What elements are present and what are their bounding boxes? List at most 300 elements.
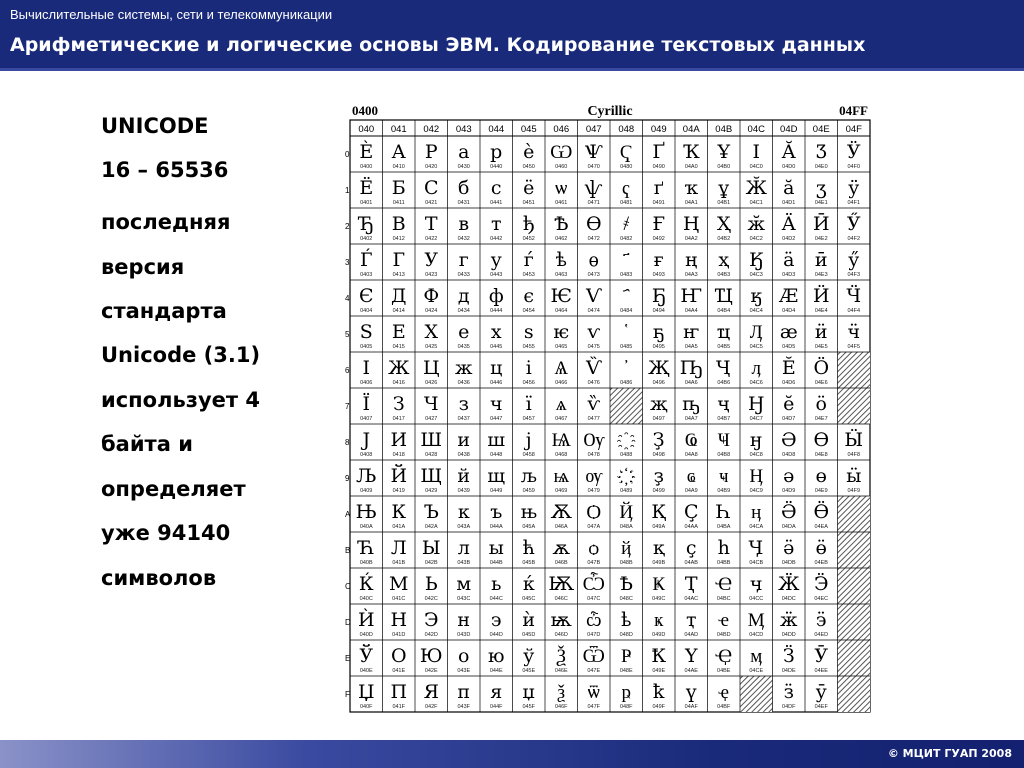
code-point: 0448 bbox=[490, 452, 503, 458]
code-point: 04B0 bbox=[717, 164, 731, 170]
glyph: ђ bbox=[522, 213, 535, 235]
glyph: ҂ bbox=[623, 213, 630, 235]
glyph: Ӛ bbox=[780, 501, 797, 523]
code-point: 0436 bbox=[457, 380, 470, 386]
glyph: ҧ bbox=[682, 393, 701, 415]
glyph: Х bbox=[424, 321, 439, 343]
code-point: 04EB bbox=[814, 560, 828, 566]
glyph: ӛ bbox=[783, 537, 795, 559]
code-point: 0422 bbox=[425, 236, 438, 242]
row-header: 7 bbox=[345, 402, 350, 411]
glyph: в bbox=[458, 213, 470, 235]
code-point: 040F bbox=[359, 704, 373, 710]
code-point: 0442 bbox=[490, 236, 503, 242]
glyph: ӳ bbox=[848, 249, 860, 271]
code-point: 04B9 bbox=[717, 488, 731, 494]
code-point: 0481 bbox=[620, 200, 633, 206]
code-point: 04E9 bbox=[814, 488, 828, 494]
code-point: 048F bbox=[619, 704, 633, 710]
glyph: З bbox=[392, 393, 405, 415]
glyph: ӂ bbox=[747, 213, 765, 235]
glyph: Н bbox=[390, 609, 408, 631]
glyph: ӗ bbox=[783, 393, 795, 415]
glyph: ѱ bbox=[585, 177, 603, 199]
column-header: 04C bbox=[747, 124, 765, 135]
glyph: Ѯ bbox=[556, 645, 567, 667]
glyph: Ҷ bbox=[716, 357, 731, 379]
glyph: Т bbox=[424, 213, 438, 235]
text-line: использует 4 bbox=[101, 388, 260, 412]
glyph: і bbox=[525, 357, 532, 379]
glyph: Ҧ bbox=[679, 357, 703, 379]
code-point: 040D bbox=[359, 632, 373, 638]
code-point: 044E bbox=[489, 668, 503, 674]
code-point: 049E bbox=[652, 668, 666, 674]
code-point: 04C9 bbox=[749, 488, 763, 494]
glyph: Ӧ bbox=[813, 357, 830, 379]
page-title: Арифметические и логические основы ЭВМ. Кодирование текстовых данных bbox=[10, 34, 866, 56]
column-header: 042 bbox=[423, 124, 440, 135]
glyph: Ф bbox=[423, 285, 440, 307]
glyph: Ў bbox=[359, 645, 374, 667]
code-point: 0437 bbox=[457, 416, 470, 422]
code-point: 040C bbox=[359, 596, 373, 602]
code-point: 0443 bbox=[490, 272, 503, 278]
glyph: л bbox=[457, 537, 470, 559]
glyph: Ӳ bbox=[846, 213, 861, 235]
glyph: ҍ bbox=[621, 609, 632, 631]
column-header: 043 bbox=[455, 124, 472, 135]
code-point: 04D5 bbox=[782, 344, 796, 350]
glyph: Љ bbox=[355, 465, 377, 487]
glyph: Ҵ bbox=[714, 285, 733, 307]
code-point: 0417 bbox=[392, 416, 405, 422]
header-divider bbox=[0, 68, 1024, 71]
glyph: ӱ bbox=[848, 177, 860, 199]
glyph: Ҋ bbox=[619, 501, 634, 523]
glyph: м bbox=[456, 573, 472, 595]
code-point: 0408 bbox=[360, 452, 373, 458]
glyph: ї bbox=[525, 393, 532, 415]
code-point: 049D bbox=[652, 632, 666, 638]
text-line: байта и bbox=[101, 432, 193, 456]
column-header: 04A bbox=[682, 124, 700, 135]
code-point: 04A0 bbox=[684, 164, 698, 170]
glyph: Ӫ bbox=[813, 501, 830, 523]
code-point: 0415 bbox=[392, 344, 405, 350]
code-point: 041C bbox=[392, 596, 406, 602]
code-point: 04C7 bbox=[749, 416, 763, 422]
code-point: 04AE bbox=[684, 668, 698, 674]
code-point: 04DB bbox=[781, 560, 796, 566]
glyph: ӫ bbox=[815, 537, 827, 559]
code-point: 0446 bbox=[490, 380, 503, 386]
copyright-text: © МЦИТ ГУАП 2008 bbox=[887, 747, 1012, 760]
glyph: Е bbox=[391, 321, 406, 343]
code-point: 042D bbox=[424, 632, 438, 638]
code-point: 0453 bbox=[522, 272, 535, 278]
code-point: 04CB bbox=[749, 560, 764, 566]
glyph: ң bbox=[685, 249, 698, 271]
code-point: 04A5 bbox=[684, 344, 698, 350]
glyph: є bbox=[523, 285, 535, 307]
code-point: 048D bbox=[619, 632, 633, 638]
code-point: 0479 bbox=[587, 488, 600, 494]
glyph: Ц bbox=[422, 357, 440, 379]
glyph: Ә bbox=[780, 429, 797, 451]
code-point: 04F9 bbox=[847, 488, 861, 494]
column-header: 049 bbox=[650, 124, 667, 135]
code-point: 0471 bbox=[587, 200, 600, 206]
glyph: ӓ bbox=[783, 249, 795, 271]
code-point: 043D bbox=[457, 632, 471, 638]
code-point: 0403 bbox=[360, 272, 373, 278]
code-point: 041D bbox=[392, 632, 406, 638]
code-point: 0491 bbox=[652, 200, 665, 206]
glyph: Ђ bbox=[358, 213, 374, 235]
glyph: я bbox=[490, 681, 503, 703]
column-header: 044 bbox=[488, 124, 505, 135]
text-line: последняя bbox=[101, 210, 231, 234]
glyph: Ѣ bbox=[554, 213, 569, 235]
code-point: 04D3 bbox=[782, 272, 796, 278]
unassigned-cell bbox=[838, 568, 871, 604]
code-point: 04A2 bbox=[684, 236, 698, 242]
row-header: A bbox=[345, 510, 351, 519]
glyph: ѩ bbox=[553, 465, 570, 487]
glyph: Ѹ bbox=[583, 429, 605, 451]
glyph: ў bbox=[523, 645, 535, 667]
header-bar bbox=[0, 0, 1024, 68]
code-point: 043B bbox=[457, 560, 471, 566]
glyph: ү bbox=[685, 681, 697, 703]
code-point: 04CA bbox=[749, 524, 764, 530]
code-point: 04F4 bbox=[847, 308, 861, 314]
code-point: 0478 bbox=[587, 452, 600, 458]
glyph: Ҩ bbox=[684, 429, 698, 451]
glyph: К bbox=[391, 501, 407, 523]
row-header: 9 bbox=[345, 474, 350, 483]
glyph: Ӣ bbox=[812, 213, 830, 235]
code-point: 0472 bbox=[587, 236, 600, 242]
code-point: 0423 bbox=[425, 272, 438, 278]
code-point: 0427 bbox=[425, 416, 438, 422]
code-point: 04AB bbox=[684, 560, 698, 566]
glyph: Г bbox=[392, 249, 406, 271]
code-point: 0485 bbox=[620, 344, 633, 350]
glyph: М bbox=[389, 573, 409, 595]
glyph: й bbox=[457, 465, 471, 487]
code-point: 041A bbox=[392, 524, 406, 530]
glyph: ӣ bbox=[814, 249, 828, 271]
glyph: ӈ bbox=[749, 429, 763, 451]
code-point: 04D4 bbox=[782, 308, 796, 314]
code-point: 045C bbox=[522, 596, 536, 602]
glyph: Ӡ bbox=[815, 141, 827, 163]
glyph: ҩ bbox=[687, 465, 696, 487]
glyph: а bbox=[458, 141, 470, 163]
code-point: 0483 bbox=[620, 272, 633, 278]
glyph: щ bbox=[487, 465, 506, 487]
glyph: т bbox=[490, 213, 502, 235]
code-point: 04AA bbox=[684, 524, 698, 530]
glyph: һ bbox=[717, 537, 730, 559]
code-point: 045E bbox=[522, 668, 536, 674]
code-point: 04E0 bbox=[814, 164, 828, 170]
glyph: ѹ bbox=[585, 465, 603, 487]
code-point: 04D9 bbox=[782, 488, 796, 494]
glyph: э bbox=[490, 609, 502, 631]
column-header: 04D bbox=[780, 124, 798, 135]
glyph: П bbox=[390, 681, 408, 703]
code-point: 047E bbox=[587, 668, 601, 674]
code-point: 0438 bbox=[457, 452, 470, 458]
glyph: ҫ bbox=[685, 537, 697, 559]
code-point: 049F bbox=[652, 704, 666, 710]
unicode-cyrillic-code-chart bbox=[345, 100, 877, 722]
glyph: ќ bbox=[522, 573, 535, 595]
code-point: 0433 bbox=[457, 272, 470, 278]
code-point: 0441 bbox=[490, 200, 503, 206]
glyph: Ѡ bbox=[550, 141, 573, 163]
code-point: 0493 bbox=[652, 272, 665, 278]
code-point: 043E bbox=[457, 668, 471, 674]
code-point: 04BB bbox=[717, 560, 731, 566]
code-point: 044C bbox=[489, 596, 503, 602]
code-point: 04B4 bbox=[717, 308, 731, 314]
glyph: н bbox=[457, 609, 471, 631]
code-point: 0425 bbox=[425, 344, 438, 350]
code-point: 048A bbox=[619, 524, 633, 530]
course-subtitle: Вычислительные системы, сети и телекоммуникации bbox=[10, 7, 333, 22]
code-point: 042B bbox=[424, 560, 438, 566]
code-point: 0486 bbox=[620, 380, 633, 386]
code-point: 04D0 bbox=[782, 164, 796, 170]
code-point: 0432 bbox=[457, 236, 470, 242]
glyph: І bbox=[362, 357, 371, 379]
code-point: 04C8 bbox=[749, 452, 763, 458]
code-point: 04DF bbox=[782, 704, 796, 710]
code-point: 0490 bbox=[652, 164, 665, 170]
text-line: символов bbox=[101, 566, 217, 590]
glyph: Ж bbox=[388, 357, 410, 379]
glyph: Ҡ bbox=[682, 141, 700, 163]
code-point: 047F bbox=[587, 704, 601, 710]
glyph: Ѿ bbox=[582, 645, 605, 667]
glyph: ѡ bbox=[555, 177, 568, 199]
code-point: 0459 bbox=[522, 488, 535, 494]
code-point: 0440 bbox=[490, 164, 503, 170]
unassigned-cell bbox=[740, 676, 773, 712]
glyph: Й bbox=[390, 465, 408, 487]
code-point: 04C4 bbox=[749, 308, 763, 314]
glyph: Ө bbox=[813, 429, 830, 451]
glyph: ғ bbox=[653, 249, 664, 271]
glyph: ӯ bbox=[815, 681, 827, 703]
glyph: ҷ bbox=[717, 393, 731, 415]
code-point: 040B bbox=[359, 560, 373, 566]
code-point: 0449 bbox=[490, 488, 503, 494]
glyph: Ь bbox=[424, 573, 438, 595]
glyph: Њ bbox=[355, 501, 377, 523]
text-line: UNICODE bbox=[101, 114, 209, 138]
glyph: ҋ bbox=[621, 537, 632, 559]
glyph: Ҏ bbox=[620, 645, 632, 667]
code-point: 047D bbox=[587, 632, 601, 638]
glyph: О bbox=[390, 645, 407, 667]
code-point: 0457 bbox=[522, 416, 535, 422]
code-point: 044B bbox=[489, 560, 503, 566]
code-point: 041E bbox=[392, 668, 406, 674]
glyph: ѽ bbox=[586, 609, 602, 631]
glyph: г bbox=[458, 249, 469, 271]
glyph: Ӱ bbox=[846, 141, 861, 163]
glyph: Л bbox=[390, 537, 407, 559]
code-point: 04F1 bbox=[847, 200, 861, 206]
code-point: 04EE bbox=[814, 668, 828, 674]
glyph: қ bbox=[652, 537, 665, 559]
code-point: 0465 bbox=[555, 344, 568, 350]
code-point: 049C bbox=[652, 596, 666, 602]
code-point: 04F8 bbox=[847, 452, 861, 458]
code-point: 04A1 bbox=[684, 200, 698, 206]
glyph: ь bbox=[491, 573, 502, 595]
glyph: ӌ bbox=[749, 573, 763, 595]
glyph: д bbox=[457, 285, 470, 307]
glyph: Ј bbox=[362, 429, 371, 451]
code-point: 045D bbox=[522, 632, 536, 638]
row-header: 0 bbox=[345, 150, 350, 159]
unassigned-cell bbox=[838, 640, 871, 676]
glyph: ә bbox=[783, 465, 795, 487]
glyph: Ҿ bbox=[715, 645, 733, 667]
unassigned-cell bbox=[838, 496, 871, 532]
code-point: 04B5 bbox=[717, 344, 731, 350]
code-point: 040E bbox=[359, 668, 373, 674]
glyph: Ѵ bbox=[585, 285, 602, 307]
glyph: ш bbox=[487, 429, 506, 451]
code-point: 04E2 bbox=[814, 236, 828, 242]
glyph: Ѧ bbox=[554, 357, 569, 379]
glyph: ӹ bbox=[846, 465, 862, 487]
row-header: C bbox=[345, 582, 351, 591]
row-header: F bbox=[345, 690, 350, 699]
glyph: ӎ bbox=[750, 645, 763, 667]
glyph: Ҟ bbox=[651, 645, 667, 667]
glyph: ц bbox=[490, 357, 503, 379]
glyph: Ћ bbox=[357, 537, 375, 559]
glyph: Ѓ bbox=[359, 249, 373, 271]
glyph: ӧ bbox=[815, 393, 827, 415]
code-point: 04E4 bbox=[814, 308, 828, 314]
code-point: 048E bbox=[619, 668, 633, 674]
glyph: љ bbox=[520, 465, 537, 487]
glyph: ѝ bbox=[522, 609, 536, 631]
code-point: 0424 bbox=[425, 308, 438, 314]
glyph: Ӏ bbox=[752, 141, 761, 163]
code-point: 0418 bbox=[392, 452, 405, 458]
code-point: 04DC bbox=[781, 596, 796, 602]
glyph: Ѕ bbox=[359, 321, 373, 343]
code-point: 04C6 bbox=[749, 380, 763, 386]
glyph: ө bbox=[815, 465, 827, 487]
code-point: 04E5 bbox=[814, 344, 828, 350]
code-point: 0489 bbox=[620, 488, 633, 494]
code-point: 043F bbox=[457, 704, 471, 710]
code-point: 04B3 bbox=[717, 272, 731, 278]
glyph: В bbox=[391, 213, 406, 235]
unassigned-cell bbox=[838, 676, 871, 712]
glyph: ћ bbox=[522, 537, 535, 559]
code-point: 04CE bbox=[749, 668, 764, 674]
code-point: 0480 bbox=[620, 164, 633, 170]
code-point: 0410 bbox=[392, 164, 405, 170]
code-point: 04C0 bbox=[749, 164, 763, 170]
code-point: 046E bbox=[554, 668, 568, 674]
glyph: п bbox=[457, 681, 471, 703]
glyph: Ѻ bbox=[586, 501, 601, 523]
glyph: Ѩ bbox=[551, 429, 572, 451]
code-point: 04D7 bbox=[782, 416, 796, 422]
code-point: 045A bbox=[522, 524, 536, 530]
row-header: 6 bbox=[345, 366, 350, 375]
glyph: У bbox=[424, 249, 439, 271]
code-point: 046C bbox=[554, 596, 568, 602]
code-point: 0488 bbox=[620, 452, 633, 458]
glyph: ѵ bbox=[587, 321, 601, 343]
code-point: 0492 bbox=[652, 236, 665, 242]
code-point: 0421 bbox=[425, 200, 438, 206]
glyph: Ҁ bbox=[619, 141, 633, 163]
code-point: 04E6 bbox=[814, 380, 828, 386]
range-end-label: 04FF bbox=[839, 103, 868, 118]
code-point: 04C2 bbox=[749, 236, 763, 242]
code-point: 0482 bbox=[620, 236, 633, 242]
code-point: 04D2 bbox=[782, 236, 796, 242]
code-point: 0409 bbox=[360, 488, 373, 494]
glyph: ҙ bbox=[653, 465, 664, 487]
glyph: Я bbox=[423, 681, 439, 703]
glyph: х bbox=[490, 321, 502, 343]
glyph: к bbox=[457, 501, 470, 523]
code-point: 04A3 bbox=[684, 272, 698, 278]
code-point: 0463 bbox=[555, 272, 568, 278]
glyph: Җ bbox=[648, 357, 670, 379]
code-point: 04CC bbox=[749, 596, 764, 602]
column-header: 04E bbox=[812, 124, 830, 135]
glyph: ӝ bbox=[780, 609, 798, 631]
glyph: с bbox=[490, 177, 502, 199]
glyph: Қ bbox=[651, 501, 667, 523]
glyph: Ѐ bbox=[359, 141, 374, 163]
glyph: б bbox=[458, 177, 470, 199]
code-point: 04DE bbox=[781, 668, 796, 674]
row-header: D bbox=[345, 618, 351, 627]
glyph: Ӈ bbox=[747, 393, 765, 415]
footer-bar bbox=[0, 740, 1024, 768]
glyph: Ѝ bbox=[357, 609, 375, 631]
glyph: Б bbox=[391, 177, 406, 199]
code-point: 04A8 bbox=[684, 452, 698, 458]
code-point: 046B bbox=[554, 560, 568, 566]
code-point: 045F bbox=[522, 704, 536, 710]
code-point: 048C bbox=[619, 596, 633, 602]
glyph: ҡ bbox=[684, 177, 699, 199]
glyph: з bbox=[458, 393, 469, 415]
code-point: 0461 bbox=[555, 200, 568, 206]
code-point: 0456 bbox=[522, 380, 535, 386]
code-point: 049A bbox=[652, 524, 666, 530]
